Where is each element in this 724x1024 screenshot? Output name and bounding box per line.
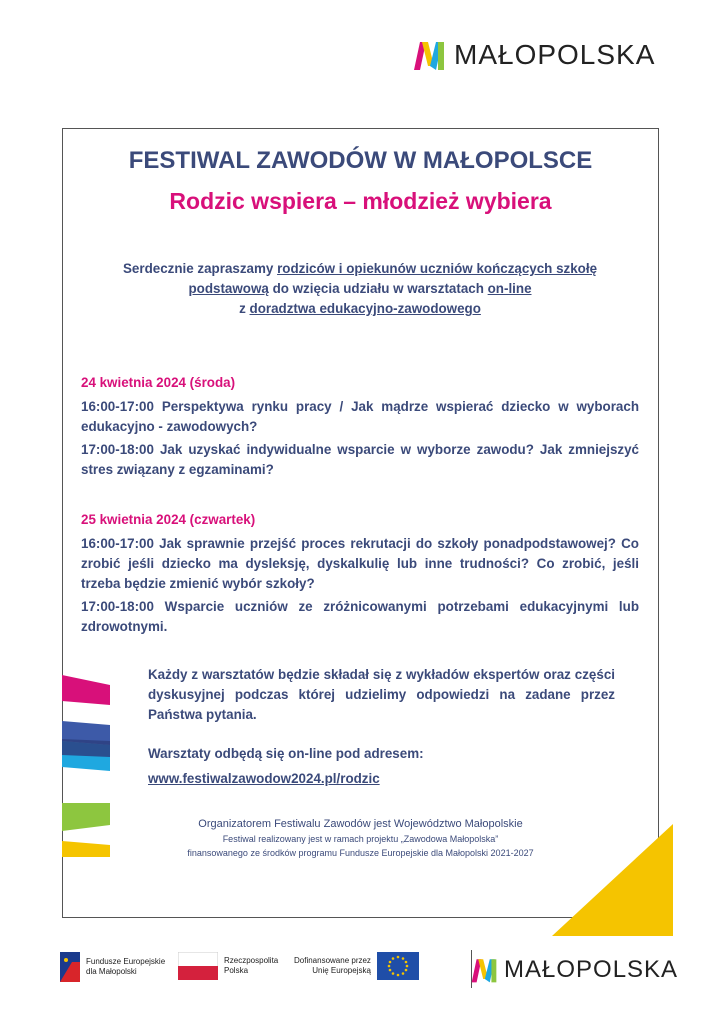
organizer-line-3: finansowanego ze środków programu Fundusze Europejskie dla Małopolski 2021-2027 [187, 848, 534, 858]
rp-line-2: Polska [224, 966, 249, 975]
yellow-corner [552, 824, 673, 936]
day-1-label: 24 kwietnia 2024 (środa) [81, 375, 236, 390]
fe-flag-icon [60, 952, 80, 982]
rzeczpospolita-logo [178, 952, 278, 980]
online-label: Warsztaty odbędą się on-line pod adresem: [148, 746, 424, 761]
fe-line-2: dla Małopolski [86, 967, 137, 976]
footer-malopolska-logo [470, 956, 678, 984]
day-2-label: 25 kwietnia 2024 (czwartek) [81, 512, 256, 527]
polish-flag-icon [178, 952, 218, 980]
organizer-line-2: Festiwal realizowany jest w ramach projektu „Zawodowa Małopolska” [222, 834, 499, 844]
workshop-link[interactable]: www.festiwalzawodow2024.pl/rodzic [148, 771, 380, 786]
day-2-item-2: 17:00-18:00 Wsparcie uczniów ze zróżnicowanymi potrzebami edukacyjnymi lub zdrowotnymi. [81, 599, 639, 634]
workshop-info: Każdy z warsztatów będzie składał się z wykładów ekspertów oraz części dyskusyjnej podczas której udzielimy odpowiedzi na zadane przez Państwa pytania. [148, 667, 615, 722]
footer-brand: MAŁOPOLSKA [504, 956, 679, 983]
ue-line-2: Unię Europejską [312, 966, 371, 975]
rp-line-1: Rzeczpospolita [224, 956, 279, 965]
intro-paragraph: Serdecznie zapraszamy rodziców i opiekunów uczniów kończących szkołę podstawową do wzięcia udziału w warsztatach on-line z doradztwa edukacyjno-zawodowego [122, 261, 598, 316]
eu-flag-icon [377, 952, 419, 980]
brand-name: MAŁOPOLSKA [454, 39, 656, 70]
fe-line-1: Fundusze Europejskie [86, 957, 166, 966]
day-1-item-1: 16:00-17:00 Perspektywa rynku pracy / Jak mądrze wspierać dziecko w wyborach edukacyjno - zawodowych? [81, 399, 639, 434]
day-1-item-2: 17:00-18:00 Jak uzyskać indywidualne wsparcie w wyborze zawodu? Jak zmniejszyć stres związany z egzaminami? [81, 442, 639, 477]
day-2-item-1: 16:00-17:00 Jak sprawnie przejść proces rekrutacji do szkoły ponadpodstawowej? Co zrobić jeśli dziecko ma dysleksję, dyskalkulię lub inne trudności? Co zrobić, jeśli trzeba będzie zmienić wybór szkoły? [81, 536, 639, 591]
malopolska-m-icon [470, 956, 498, 984]
page-subtitle: Rodzic wspiera – młodzież wybiera [169, 188, 552, 214]
malopolska-m-icon [412, 38, 446, 72]
page-title: FESTIWAL ZAWODÓW W MAŁOPOLSCE [128, 147, 593, 174]
organizer-line-1: Organizatorem Festiwalu Zawodów jest Województwo Małopolskie [198, 818, 523, 830]
fundusze-europejskie-logo [60, 952, 165, 982]
eu-logo [294, 952, 419, 980]
ue-line-1: Dofinansowane przez [294, 956, 371, 965]
decorative-stripes [62, 675, 112, 857]
malopolska-logo [412, 36, 655, 74]
